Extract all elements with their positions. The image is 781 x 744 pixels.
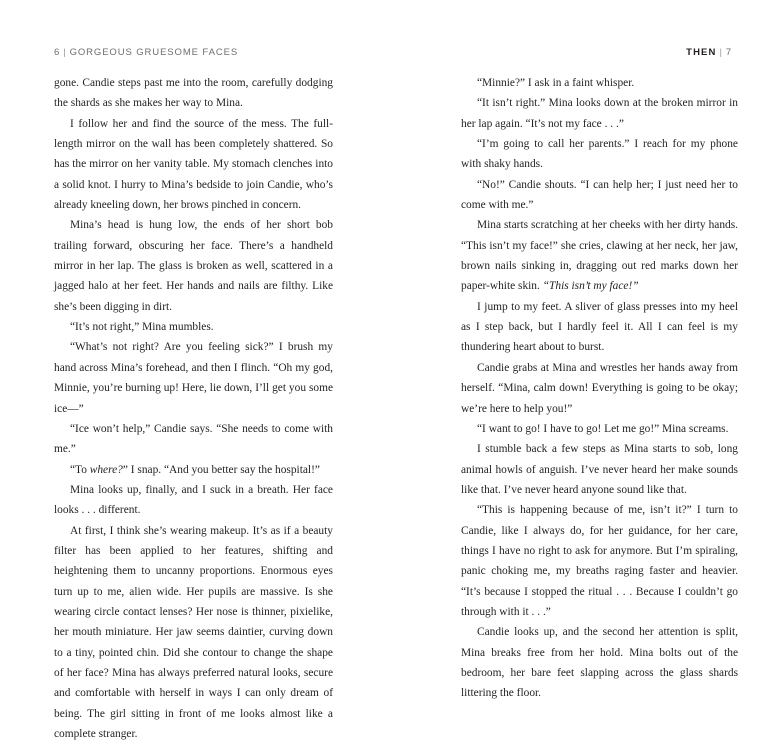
- left-page: [0, 0, 390, 740]
- left-page-number: 6: [54, 47, 61, 58]
- paragraph: I stumble back a few steps as Mina starts to sob, long animal howls of anguish. I’ve never heard her make sounds like that. I’ve never heard anyone sound like that.: [461, 443, 738, 496]
- paragraph-text: Mina starts scratching at her cheeks with her dirty hands. “This isn’t my face!” she cries, clawing at her neck, her jaw, brown nails sinking in, dragging out red marks down her paper-white skin.: [461, 219, 738, 293]
- paragraph: I follow her and find the source of the mess. The full-length mirror on the wall has been completely shattered. So has the mirror on her vanity table. My stomach clenches into a solid knot. I hurry to Mina’s bedside to join Candie, who’s already kneeling down, her brows pinched in concern.: [54, 117, 333, 212]
- paragraph: “I’m going to call her parents.” I reach for my phone with shaky hands.: [461, 138, 738, 171]
- paragraph: [461, 215, 738, 296]
- book-title: GORGEOUS GRUESOME FACES: [69, 47, 239, 58]
- paragraph: gone. Candie steps past me into the room, carefully dodging the shards as she makes her way to Mina.: [54, 77, 333, 110]
- paragraph: Candie looks up, and the second her attention is split, Mina breaks free from her hold. Mina bolts out of the bedroom, her bare feet slapping across the glass shards littering the floor.: [461, 626, 738, 700]
- paragraph: Mina’s head is hung low, the ends of her short bob trailing forward, obscuring her face. There’s a handheld mirror in her lap. The glass is broken as well, scattered in a jagged halo at her feet. Her hands and nails are filthy. Like she’s been digging in dirt.: [54, 219, 333, 313]
- header-separator: |: [63, 47, 67, 58]
- emphasis-text: “This isn’t my face!”: [542, 280, 639, 293]
- left-running-header: [54, 47, 238, 58]
- paragraph: “It’s not right,” Mina mumbles.: [70, 321, 214, 334]
- paragraph: [54, 460, 333, 480]
- right-running-header: [686, 47, 732, 58]
- paragraph: At first, I think she’s wearing makeup. It’s as if a beauty filter has been applied to her features, shifting and heightening them to uncanny proportions. Enormous eyes turn up to me, alien wide. Her pupils are massive. Is she wearing circle contact lenses? Her nose is thinner, pixielike, her mouth miniature. Her jaw seems daintier, curving down to a tiny, pointed chin. Did she contour to change the shape of her face? Mina has always preferred natural looks, secure and comfortable with herself in ways I can only dream of being. The girl sitting in front of me looks almost like a complete stranger.: [54, 524, 333, 740]
- right-body-text: [461, 73, 738, 704]
- chapter-title: THEN: [686, 47, 717, 58]
- right-page-number: 7: [725, 47, 732, 58]
- paragraph: Mina looks up, finally, and I suck in a breath. Her face looks . . . different.: [54, 483, 333, 517]
- right-page: [390, 0, 781, 700]
- paragraph: “Minnie?” I ask in a faint whisper.: [477, 77, 635, 89]
- paragraph: “This is happening because of me, isn’t it?” I turn to Candie, like I always do, for her guidance, for her care, things I have no right to ask for anymore. But I’m spiraling, panic choking me, my breaths raging faster and heavier. “It’s because I stopped the ritual . . . Because I couldn’t go through with it . . .”: [461, 504, 738, 618]
- paragraph: Candie grabs at Mina and wrestles her hands away from herself. “Mina, calm down! Everything is going to be okay; we’re here to help you!”: [461, 361, 738, 415]
- header-separator: |: [719, 47, 723, 58]
- paragraph: “Ice won’t help,” Candie says. “She needs to come with me.”: [54, 422, 333, 456]
- paragraph: “No!” Candie shouts. “I can help her; I just need her to come with me.”: [461, 178, 738, 212]
- paragraph: “I want to go! I have to go! Let me go!” Mina screams.: [477, 422, 729, 435]
- paragraph: I jump to my feet. A sliver of glass presses into my heel as I step back, but I hardly feel it. All I can feel is my thundering heart about to burst.: [461, 300, 738, 354]
- paragraph: “What’s not right? Are you feeling sick?” I brush my hand across Mina’s forehead, and then I flinch. “Oh my god, Minnie, you’re burning up! Here, lie down, I’ll get you some ice—”: [54, 341, 333, 415]
- left-body-text: [54, 73, 333, 744]
- paragraph: “It isn’t right.” Mina looks down at the broken mirror in her lap again. “It’s not my face . . .”: [461, 97, 738, 130]
- paragraph-text: ” I snap. “And you better say the hospital!”: [122, 463, 320, 476]
- paragraph-text: “To: [70, 463, 90, 476]
- emphasis-text: where?: [89, 463, 123, 476]
